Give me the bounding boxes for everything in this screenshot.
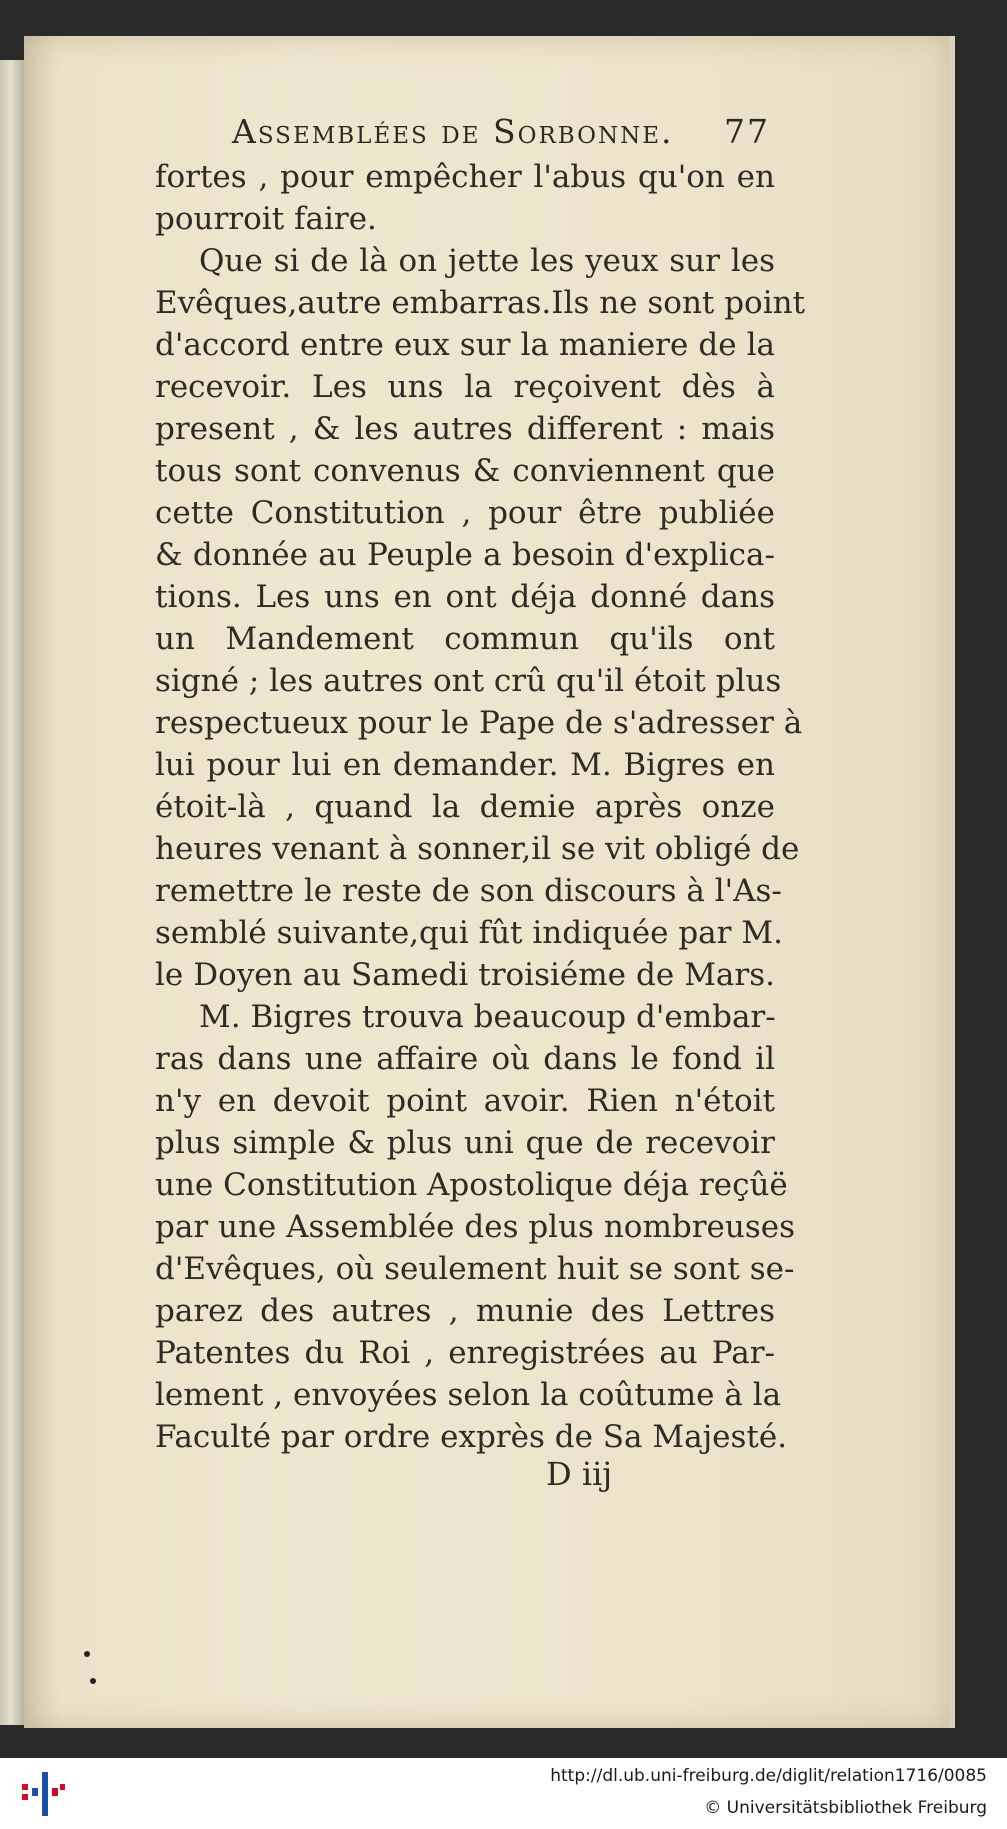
text-line: signé ; les autres ont crû qu'il étoit plus — [155, 663, 782, 699]
running-header — [232, 112, 770, 160]
text-line: M. Bigres trouva beaucoup d'embar- — [199, 999, 776, 1035]
text-line: cette Constitution , pour être publiée — [155, 495, 775, 531]
ub-freiburg-logo-icon[interactable] — [18, 1770, 66, 1818]
text-line: heures venant à sonner,il se vit obligé de — [155, 831, 800, 867]
text-line: recevoir. Les uns la reçoivent dès à — [155, 369, 775, 405]
text-line: & donnée au Peuple a besoin d'explica- — [155, 537, 775, 573]
text-line: Patentes du Roi , enregistrées au Par- — [155, 1335, 775, 1371]
text-line: respectueux pour le Pape de s'adresser à — [155, 705, 803, 741]
page-number: 77 — [724, 112, 770, 151]
signature-mark: D iij — [546, 1455, 613, 1493]
page-edge — [949, 36, 955, 1728]
text-line: remettre le reste de son discours à l'As- — [155, 873, 782, 909]
text-line: fortes , pour empêcher l'abus qu'on en — [155, 159, 775, 195]
copyright-notice: © Universitätsbibliothek Freiburg — [704, 1798, 987, 1818]
text-line: étoit-là , quand la demie après onze — [155, 789, 775, 825]
text-line: tous sont convenus & conviennent que — [155, 453, 775, 489]
text-line: present , & les autres different : mais — [155, 411, 775, 447]
text-line: plus simple & plus uni que de recevoir — [155, 1125, 775, 1161]
text-line: semblé suivante,qui fût indiquée par M. — [155, 915, 783, 951]
permalink-url[interactable]: http://dl.ub.uni-freiburg.de/diglit/relation1716/0085 — [550, 1766, 987, 1786]
text-line: lui pour lui en demander. M. Bigres en — [155, 747, 775, 783]
text-line: pourroit faire. — [155, 201, 377, 237]
text-line: parez des autres , munie des Lettres — [155, 1293, 775, 1329]
text-line: Que si de là on jette les yeux sur les — [199, 243, 775, 279]
text-line: Faculté par ordre exprès de Sa Majesté. — [155, 1419, 788, 1455]
text-line: une Constitution Apostolique déja reçûë — [155, 1167, 788, 1203]
text-line: n'y en devoit point avoir. Rien n'étoit — [155, 1083, 775, 1119]
page-body — [155, 156, 806, 1458]
text-line: ras dans une affaire où dans le fond il — [155, 1041, 775, 1077]
text-line: un Mandement commun qu'ils ont — [155, 621, 775, 657]
text-line: d'accord entre eux sur la maniere de la — [155, 327, 775, 363]
page-speck — [90, 1678, 96, 1684]
text-line: lement , envoyées selon la coûtume à la — [155, 1377, 782, 1413]
text-line: par une Assemblée des plus nombreuses — [155, 1209, 795, 1245]
text-line: Evêques,autre embarras.Ils ne sont point — [155, 285, 806, 321]
viewer-footer — [0, 1758, 1007, 1829]
header-title: Assemblées de Sorbonne. — [232, 112, 674, 151]
left-page-edge — [0, 60, 24, 1725]
text-line: d'Evêques, où seulement huit se sont se- — [155, 1251, 795, 1287]
text-line: tions. Les uns en ont déja donné dans — [155, 579, 775, 615]
text-line: le Doyen au Samedi troisiéme de Mars. — [155, 957, 775, 993]
page-speck — [84, 1651, 90, 1657]
